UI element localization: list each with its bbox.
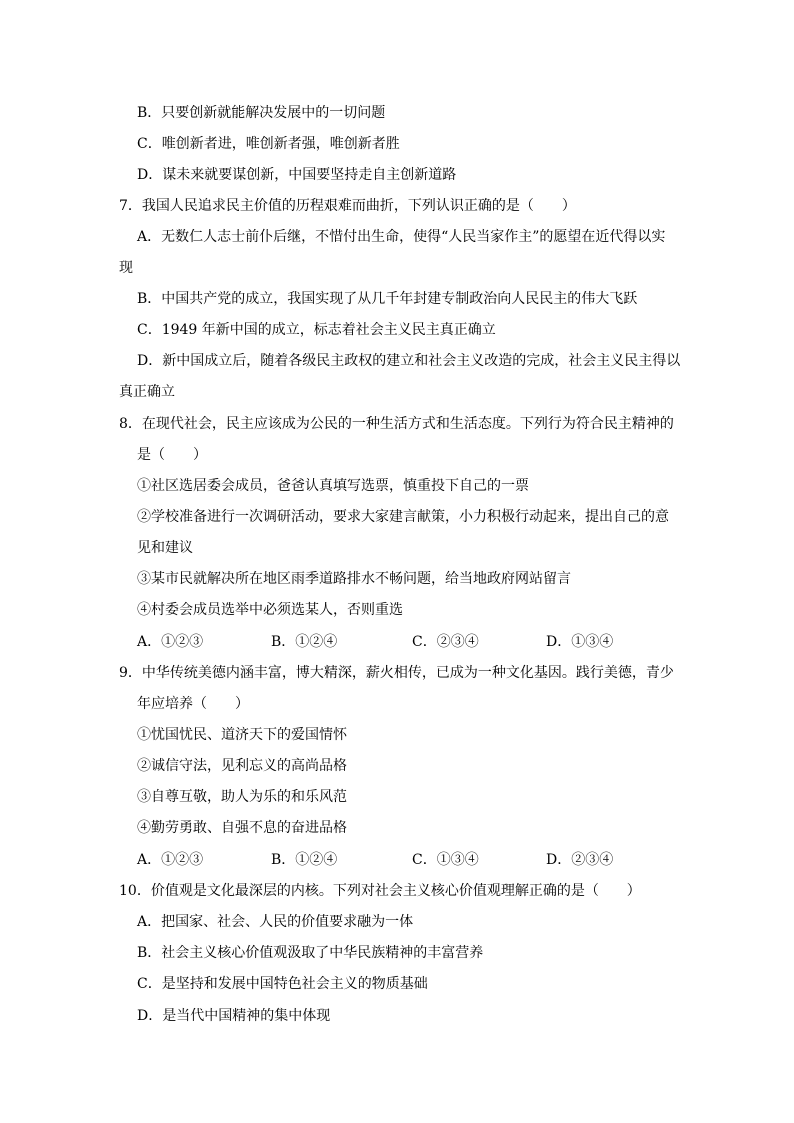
- q6-option-d: D．谋未来就要谋创新，中国要坚持走自主创新道路: [137, 167, 457, 183]
- q9-item-1: ①忧国忧民、道济天下的爱国情怀: [137, 727, 347, 743]
- q7-option-d-continued: 真正确立: [119, 384, 175, 400]
- q8-item-2-continued: 见和建议: [137, 540, 193, 556]
- q9-stem: 9．中华传统美德内涵丰富，博大精深，薪火相传，已成为一种文化基因。践行美德，青少: [119, 665, 674, 681]
- q9-choice-c: C．①③④: [412, 852, 479, 868]
- q8-item-3: ③某市民就解决所在地区雨季道路排水不畅问题，给当地政府网站留言: [137, 571, 571, 587]
- q10-option-a: A．把国家、社会、人民的价值要求融为一体: [137, 914, 414, 930]
- q9-item-3: ③自尊互敬，助人为乐的和乐风范: [137, 789, 347, 805]
- q9-choice-a: A．①②③: [137, 852, 204, 868]
- q7-option-b: B．中国共产党的成立，我国实现了从几千年封建专制政治向人民民主的伟大飞跃: [137, 291, 638, 307]
- q8-item-2: ②学校准备进行一次调研活动，要求大家建言献策，小力积极行动起来，提出自己的意: [137, 509, 669, 525]
- q7-stem: 7．我国人民追求民主价值的历程艰难而曲折，下列认识正确的是（ ）: [119, 198, 576, 214]
- q8-stem: 8．在现代社会，民主应该成为公民的一种生活方式和生活态度。下列行为符合民主精神的: [119, 416, 674, 432]
- q6-option-c: C．唯创新者进，唯创新者强，唯创新者胜: [137, 136, 400, 152]
- q7-option-d: D．新中国成立后，随着各级民主政权的建立和社会主义改造的完成，社会主义民主得以: [137, 353, 681, 369]
- q10-stem: 10．价值观是文化最深层的内核。下列对社会主义核心价值观理解正确的是（ ）: [119, 883, 641, 899]
- q10-option-d: D．是当代中国精神的集中体现: [137, 1008, 331, 1024]
- q7-option-a-continued: 现: [119, 260, 133, 276]
- q6-option-b: B．只要创新就能解决发展中的一切问题: [137, 105, 386, 121]
- q9-stem-continued: 年应培养（ ）: [137, 696, 249, 712]
- q8-stem-continued: 是（ ）: [137, 447, 207, 463]
- q7-option-a: A．无数仁人志士前仆后继，不惜付出生命，使得“人民当家作主”的愿望在近代得以实: [137, 229, 666, 245]
- q9-choice-b: B．①②④: [271, 852, 338, 868]
- q9-item-2: ②诚信守法，见利忘义的高尚品格: [137, 758, 347, 774]
- q8-item-4: ④村委会成员选举中必须选某人，否则重选: [137, 602, 403, 618]
- q7-option-c: C．1949 年新中国的成立，标志着社会主义民主真正确立: [137, 322, 496, 338]
- q8-item-1: ①社区选居委会成员，爸爸认真填写选票，慎重投下自己的一票: [137, 478, 529, 494]
- q8-choice-b: B．①②④: [271, 634, 338, 650]
- q9-item-4: ④勤劳勇敢、自强不息的奋进品格: [137, 820, 347, 836]
- q8-choice-a: A．①②③: [137, 634, 204, 650]
- q8-choice-c: C．②③④: [412, 634, 479, 650]
- q8-choice-d: D．①③④: [546, 634, 614, 650]
- q9-choice-d: D．②③④: [546, 852, 614, 868]
- q10-option-b: B．社会主义核心价值观汲取了中华民族精神的丰富营养: [137, 945, 484, 961]
- q10-option-c: C．是坚持和发展中国特色社会主义的物质基础: [137, 976, 428, 992]
